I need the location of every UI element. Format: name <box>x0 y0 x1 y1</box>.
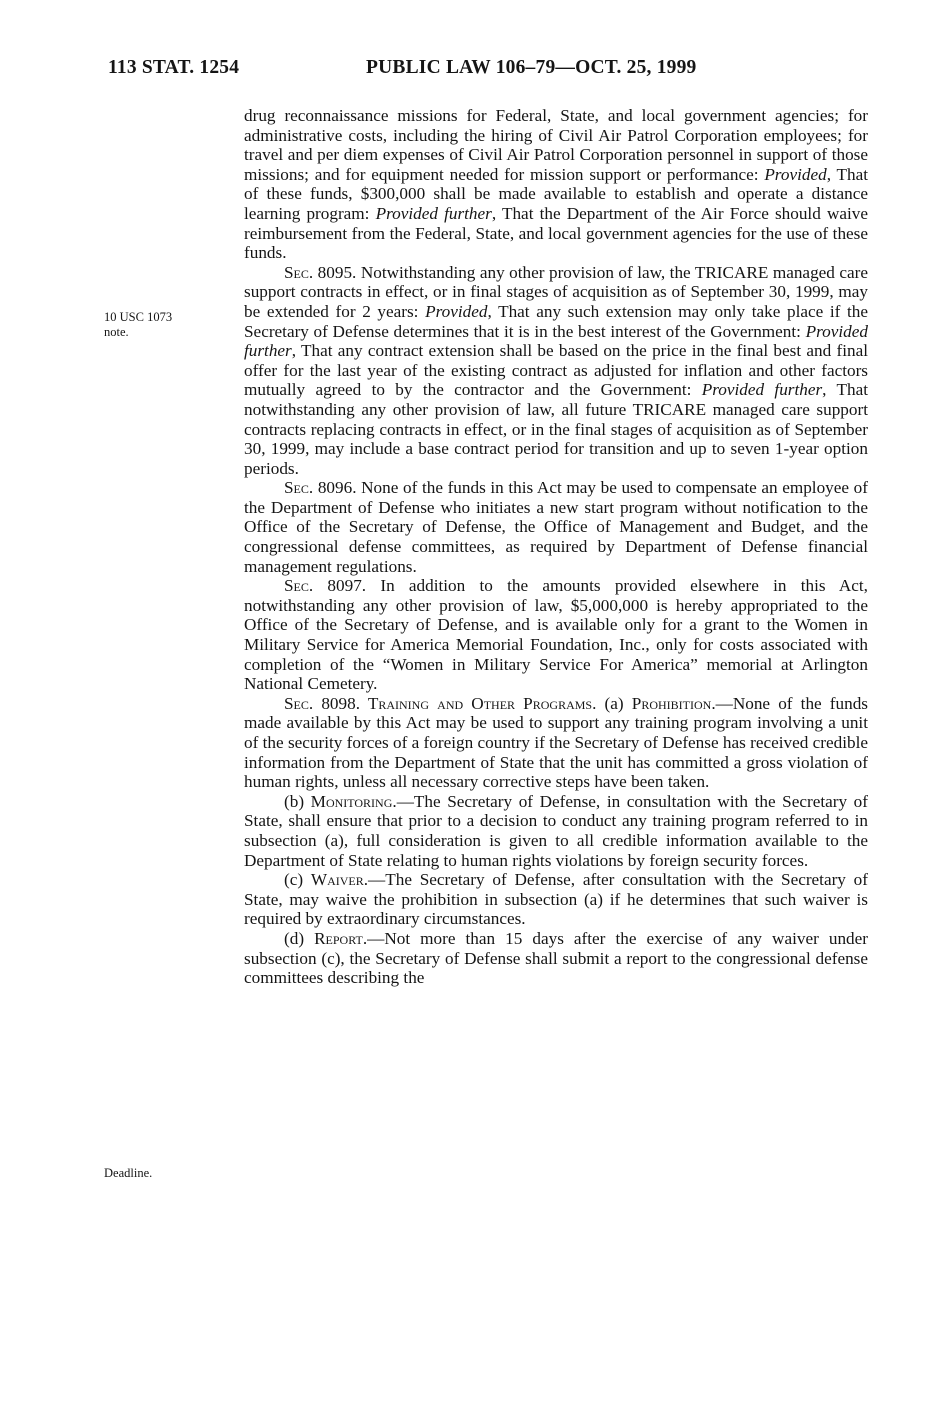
subsection-d <box>244 929 868 988</box>
page-header <box>108 57 768 87</box>
text-run: , That any such extension may only take place if the Secretary of Defense determines that it is in the best interest of the Government: <box>244 301 868 341</box>
text-run: Notwithstanding any other provision of law, the TRICARE managed care support contracts in effect, or in final stages of acquisition as of September 30, 1999, may be extended for 2 years: <box>244 262 868 321</box>
subsection-number: (b) <box>284 791 311 811</box>
body-text <box>244 106 868 988</box>
margin-note-deadline: Deadline. <box>104 1166 153 1180</box>
public-law-title: PUBLIC LAW 106–79—OCT. 25, 1999 <box>366 57 697 78</box>
section-label: Sec. 8098. <box>284 693 361 713</box>
proviso-italic: Provided <box>425 301 488 321</box>
subsection-number: (a) <box>596 693 632 713</box>
subsection-number: (c) <box>284 870 311 890</box>
proviso-italic: Provided further <box>244 321 868 361</box>
section-8096 <box>244 478 868 576</box>
text-run: , That of these funds, $300,000 shall be made available to establish and operate a distance learning program: <box>244 164 868 223</box>
proviso-italic: Provided <box>764 164 827 184</box>
text-run: —None of the funds made available by this Act may be used to support any training program involving a unit of the security forces of a foreign country if the Secretary of Defense has received credible information from the Department of State that the unit has committed a gross violation of human rights, unless all necessary corrective steps have been taken. <box>244 693 869 792</box>
section-label: Sec. 8095. <box>284 262 357 282</box>
margin-note-usc <box>104 310 224 340</box>
stat-citation: 113 STAT. 1254 <box>108 57 240 78</box>
text-run: —The Secretary of Defense, after consultation with the Secretary of State, may waive the prohibition in subsection (a) if he determines that such waiver is required by extraordinary circumstances. <box>244 870 868 929</box>
margin-note-usc-line2: note. <box>104 325 129 339</box>
subsection-heading: Prohibition. <box>631 693 716 713</box>
text-run: , That any contract extension shall be based on the price in the final best and final offer for the last year of the existing contract as adjusted for inflation and other factors mutually agreed to by the contractor and the Government: <box>244 341 868 400</box>
text-run: drug reconnaissance missions for Federal, State, and local government agencies; for administrative costs, including the hiring of Civil Air Patrol Corporation employees; for travel and per diem expenses of Civil Air Patrol Corporation personnel in support of those missions; and for equipment needed for mission support or performance: <box>244 106 868 184</box>
text-run: , That notwithstanding any other provision of law, all future TRICARE managed care support contracts replacing contracts in effect, or in the final stages of acquisition as of September 30, 1999, may include a base contract period for transition and up to seven 1-year option periods. <box>244 380 868 478</box>
subsection-heading: Monitoring. <box>310 791 397 811</box>
section-label: Sec. 8097. <box>284 576 367 596</box>
text-run: , That the Department of the Air Force should waive reimbursement from the Federal, State, and local government agencies for the use of these funds. <box>244 203 868 263</box>
text-run: In addition to the amounts provided elsewhere in this Act, notwithstanding any other provision of law, $5,000,000 is hereby appropriated to the Office of the Secretary of Defense, and is available only for a grant to the Women in Military Service for America Memorial Foundation, Inc., only for costs associated with completion of the “Women in Military Service For America” memorial at Arlington National Cemetery. <box>244 576 868 694</box>
text-run: —Not more than 15 days after the exercise of any waiver under subsection (c), the Secretary of Defense shall submit a report to the congressional defense committees describing the <box>244 928 868 988</box>
subsection-number: (d) <box>284 928 315 948</box>
paragraph-continued <box>244 106 868 263</box>
subsection-c <box>244 870 868 929</box>
text-run: None of the funds in this Act may be used to compensate an employee of the Department of Defense who initiates a new start program without notification to the Office of the Secretary of Defense, the Office of Management and Budget, and the congressional defense committees, as required by Department of Defense financial management regulations. <box>244 478 868 576</box>
text-run: —The Secretary of Defense, in consultation with the Secretary of State, shall ensure that prior to a decision to conduct any training program referred to in subsection (a), full consideration is given to all credible information available to the Department of State relating to human rights violations by foreign security forces. <box>244 791 868 870</box>
subsection-heading: Waiver. <box>310 870 369 890</box>
section-heading: Training and Other Programs. <box>360 693 597 713</box>
section-8097 <box>244 576 868 694</box>
proviso-italic: Provided further <box>701 380 823 400</box>
section-8095 <box>244 263 868 479</box>
margin-note-usc-line1: 10 USC 1073 <box>104 310 173 324</box>
subsection-b <box>244 792 868 870</box>
proviso-italic: Provided further <box>375 203 492 223</box>
section-label: Sec. 8096. <box>284 478 357 498</box>
subsection-heading: Report. <box>314 928 368 948</box>
section-8098 <box>244 694 868 792</box>
